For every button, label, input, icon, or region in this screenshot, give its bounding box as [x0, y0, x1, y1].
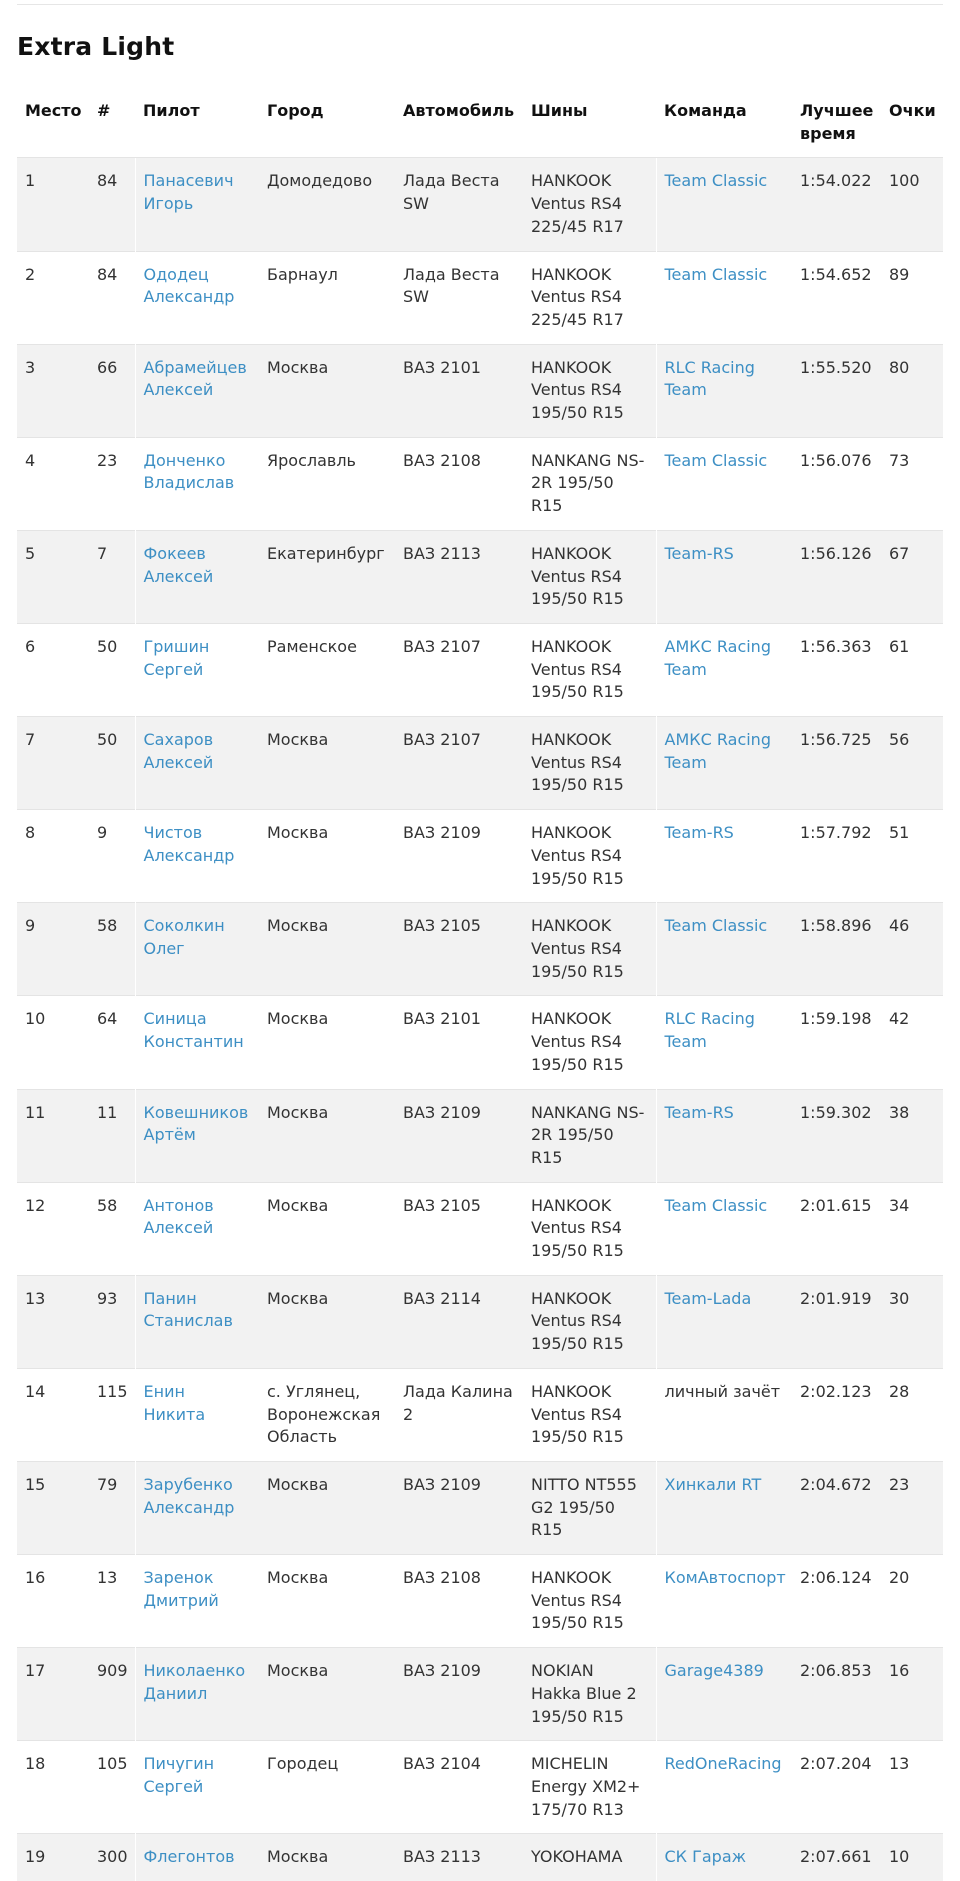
cell-car: ВАЗ 2104	[395, 1741, 523, 1834]
table-row	[17, 530, 943, 623]
cell-city: Москва	[259, 1275, 395, 1368]
team-link[interactable]: RLC Racing Team	[664, 1009, 755, 1052]
cell-number: 84	[89, 251, 135, 344]
cell-place: 1	[17, 158, 89, 251]
cell-best-time: 2:02.123	[792, 1368, 881, 1461]
cell-points: 61	[881, 623, 943, 716]
cell-tires: HANKOOK Ventus RS4 195/50 R15	[523, 623, 656, 716]
cell-pilot	[135, 1368, 259, 1461]
cell-points: 67	[881, 530, 943, 623]
cell-tires: HANKOOK Ventus RS4 195/50 R15	[523, 717, 656, 810]
cell-tires: HANKOOK Ventus RS4 195/50 R15	[523, 810, 656, 903]
cell-city: Барнаул	[259, 251, 395, 344]
cell-number: 11	[89, 1089, 135, 1182]
cell-tires: HANKOOK Ventus RS4 195/50 R15	[523, 344, 656, 437]
cell-pilot	[135, 996, 259, 1089]
team-link[interactable]: Team Classic	[664, 1195, 768, 1215]
cell-best-time: 1:54.022	[792, 158, 881, 251]
pilot-link[interactable]: Соколкин Олег	[143, 916, 225, 958]
cell-tires: HANKOOK Ventus RS4 195/50 R15	[523, 1555, 656, 1648]
cell-pilot	[135, 810, 259, 903]
cell-team	[656, 717, 792, 810]
cell-team	[656, 1275, 792, 1368]
cell-points: 100	[881, 158, 943, 251]
cell-number: 105	[89, 1741, 135, 1834]
cell-team: личный зачёт	[656, 1368, 792, 1461]
cell-place: 15	[17, 1461, 89, 1554]
team-link[interactable]: Garage4389	[664, 1661, 764, 1681]
cell-car: ВАЗ 2108	[395, 1555, 523, 1648]
cell-tires: HANKOOK Ventus RS4 195/50 R15	[523, 1368, 656, 1461]
cell-place: 2	[17, 251, 89, 344]
cell-points: 56	[881, 717, 943, 810]
cell-points: 13	[881, 1741, 943, 1834]
cell-car: ВАЗ 2101	[395, 996, 523, 1089]
cell-tires: YOKOHAMA	[523, 1834, 656, 1881]
table-row	[17, 1275, 943, 1368]
cell-pilot	[135, 251, 259, 344]
cell-car: ВАЗ 2113	[395, 530, 523, 623]
col-header-best-time[interactable]: Лучшее время	[792, 88, 881, 158]
cell-pilot	[135, 344, 259, 437]
table-row	[17, 903, 943, 996]
cell-number: 300	[89, 1834, 135, 1881]
pilot-link[interactable]: Чистов Александр	[143, 823, 235, 865]
pilot-link[interactable]: Фокеев Алексей	[143, 543, 214, 586]
col-header-tires[interactable]: Шины	[523, 88, 656, 158]
cell-points: 28	[881, 1368, 943, 1461]
cell-best-time: 1:58.896	[792, 903, 881, 996]
cell-place: 3	[17, 344, 89, 437]
cell-best-time: 2:04.672	[792, 1461, 881, 1554]
results-table	[17, 88, 943, 1881]
cell-car: ВАЗ 2109	[395, 1089, 523, 1182]
cell-place: 16	[17, 1555, 89, 1648]
cell-team	[656, 437, 792, 530]
cell-city: Ярославль	[259, 437, 395, 530]
cell-car: Лада Калина 2	[395, 1368, 523, 1461]
cell-tires: NITTO NT555 G2 195/50 R15	[523, 1461, 656, 1554]
cell-pilot	[135, 717, 259, 810]
team-link[interactable]: Team-RS	[664, 823, 734, 843]
cell-points: 51	[881, 810, 943, 903]
cell-place: 17	[17, 1648, 89, 1741]
cell-number: 58	[89, 903, 135, 996]
team-link[interactable]: АМКС Racing Team	[664, 636, 771, 679]
cell-points: 23	[881, 1461, 943, 1554]
pilot-link[interactable]: Николаенко Даниил	[143, 1661, 246, 1703]
team-link[interactable]: АМКС Racing Team	[664, 730, 771, 772]
cell-points: 89	[881, 251, 943, 344]
cell-place: 6	[17, 623, 89, 716]
cell-tires: NANKANG NS-2R 195/50 R15	[523, 1089, 656, 1182]
table-row	[17, 1648, 943, 1741]
cell-best-time: 2:07.204	[792, 1741, 881, 1834]
cell-points: 10	[881, 1834, 943, 1881]
cell-place: 12	[17, 1182, 89, 1275]
col-header-car[interactable]: Автомобиль	[395, 88, 523, 158]
cell-best-time: 2:06.124	[792, 1555, 881, 1648]
cell-number: 66	[89, 344, 135, 437]
cell-points: 38	[881, 1089, 943, 1182]
cell-city: Москва	[259, 1834, 395, 1881]
cell-place: 14	[17, 1368, 89, 1461]
cell-car: ВАЗ 2105	[395, 903, 523, 996]
cell-number: 50	[89, 717, 135, 810]
pilot-link[interactable]: Ододец Александр	[143, 264, 235, 307]
cell-team	[656, 903, 792, 996]
col-header-city[interactable]: Город	[259, 88, 395, 158]
cell-pilot	[135, 1648, 259, 1741]
cell-best-time: 1:59.302	[792, 1089, 881, 1182]
section-title: Extra Light	[17, 32, 175, 61]
cell-number: 93	[89, 1275, 135, 1368]
cell-best-time: 1:56.725	[792, 717, 881, 810]
cell-tires: HANKOOK Ventus RS4 225/45 R17	[523, 251, 656, 344]
cell-place: 11	[17, 1089, 89, 1182]
pilot-link[interactable]: Панасевич Игорь	[143, 171, 234, 214]
table-row	[17, 1089, 943, 1182]
cell-best-time: 2:01.919	[792, 1275, 881, 1368]
team-link[interactable]: Хинкали RT	[664, 1474, 762, 1494]
cell-city: Москва	[259, 996, 395, 1089]
cell-pilot	[135, 158, 259, 251]
table-row	[17, 1461, 943, 1554]
cell-team	[656, 251, 792, 344]
cell-best-time: 1:59.198	[792, 996, 881, 1089]
cell-number: 50	[89, 623, 135, 716]
cell-best-time: 1:56.363	[792, 623, 881, 716]
cell-tires: HANKOOK Ventus RS4 195/50 R15	[523, 530, 656, 623]
cell-car: ВАЗ 2105	[395, 1182, 523, 1275]
cell-pilot	[135, 437, 259, 530]
table-row	[17, 1555, 943, 1648]
cell-tires: MICHELIN Energy XM2+ 175/70 R13	[523, 1741, 656, 1834]
table-row	[17, 623, 943, 716]
cell-team	[656, 623, 792, 716]
cell-car: Лада Веста SW	[395, 158, 523, 251]
cell-best-time: 2:06.853	[792, 1648, 881, 1741]
cell-place: 9	[17, 903, 89, 996]
cell-team	[656, 810, 792, 903]
cell-place: 10	[17, 996, 89, 1089]
cell-pilot	[135, 1834, 259, 1881]
cell-car: ВАЗ 2113	[395, 1834, 523, 1881]
cell-city: Городец	[259, 1741, 395, 1834]
cell-team	[656, 1182, 792, 1275]
cell-points: 20	[881, 1555, 943, 1648]
pilot-link[interactable]: Абрамейцев Алексей	[143, 357, 247, 400]
cell-best-time: 1:56.076	[792, 437, 881, 530]
cell-team	[656, 344, 792, 437]
cell-car: ВАЗ 2101	[395, 344, 523, 437]
team-link[interactable]: Team Classic	[664, 171, 768, 191]
cell-city: Домодедово	[259, 158, 395, 251]
cell-best-time: 1:55.520	[792, 344, 881, 437]
cell-place: 8	[17, 810, 89, 903]
table-row	[17, 1834, 943, 1881]
cell-city: Москва	[259, 1648, 395, 1741]
cell-team	[656, 1461, 792, 1554]
cell-number: 58	[89, 1182, 135, 1275]
team-link[interactable]: RLC Racing Team	[664, 357, 755, 400]
cell-car: ВАЗ 2109	[395, 1461, 523, 1554]
col-header-number[interactable]: #	[89, 88, 135, 158]
top-divider	[17, 4, 943, 5]
col-header-team[interactable]: Команда	[656, 88, 792, 158]
cell-best-time: 2:07.661	[792, 1834, 881, 1881]
cell-car: ВАЗ 2109	[395, 810, 523, 903]
cell-city: Москва	[259, 810, 395, 903]
cell-car: Лада Веста SW	[395, 251, 523, 344]
col-header-points[interactable]: Очки	[881, 88, 943, 158]
cell-pilot	[135, 1089, 259, 1182]
cell-tires: HANKOOK Ventus RS4 195/50 R15	[523, 996, 656, 1089]
cell-points: 16	[881, 1648, 943, 1741]
table-row	[17, 437, 943, 530]
team-link[interactable]: Team Classic	[664, 916, 768, 936]
cell-best-time: 2:01.615	[792, 1182, 881, 1275]
pilot-link[interactable]: Енин Никита	[143, 1381, 206, 1424]
cell-points: 34	[881, 1182, 943, 1275]
pilot-link[interactable]: Антонов Алексей	[143, 1195, 214, 1238]
header-row	[17, 88, 943, 158]
cell-team	[656, 1089, 792, 1182]
table-row	[17, 1182, 943, 1275]
cell-car: ВАЗ 2114	[395, 1275, 523, 1368]
cell-number: 79	[89, 1461, 135, 1554]
cell-tires: HANKOOK Ventus RS4 225/45 R17	[523, 158, 656, 251]
cell-number: 7	[89, 530, 135, 623]
team-link[interactable]: RedOneRacing	[664, 1754, 782, 1774]
cell-best-time: 1:54.652	[792, 251, 881, 344]
pilot-link[interactable]: Зарубенко Александр	[143, 1474, 235, 1517]
pilot-link[interactable]: Ковешников Артём	[143, 1102, 249, 1145]
cell-pilot	[135, 1461, 259, 1554]
cell-city: Москва	[259, 1182, 395, 1275]
cell-place: 7	[17, 717, 89, 810]
cell-pilot	[135, 530, 259, 623]
cell-number: 9	[89, 810, 135, 903]
cell-number: 23	[89, 437, 135, 530]
table-row	[17, 810, 943, 903]
col-header-place[interactable]: Место	[17, 88, 89, 158]
team-link[interactable]: СК Гараж	[664, 1847, 747, 1867]
pilot-link[interactable]: Панин Станислав	[143, 1288, 233, 1331]
cell-points: 46	[881, 903, 943, 996]
cell-best-time: 1:56.126	[792, 530, 881, 623]
cell-city: Раменское	[259, 623, 395, 716]
cell-place: 5	[17, 530, 89, 623]
cell-number: 115	[89, 1368, 135, 1461]
table-row	[17, 717, 943, 810]
cell-car: ВАЗ 2107	[395, 717, 523, 810]
team-link[interactable]: Team Classic	[664, 264, 768, 284]
cell-car: ВАЗ 2108	[395, 437, 523, 530]
cell-city: Москва	[259, 1461, 395, 1554]
cell-points: 30	[881, 1275, 943, 1368]
cell-pilot	[135, 1182, 259, 1275]
table-row	[17, 344, 943, 437]
cell-tires: NOKIAN Hakka Blue 2 195/50 R15	[523, 1648, 656, 1741]
cell-pilot	[135, 903, 259, 996]
cell-team	[656, 1834, 792, 1881]
table-row	[17, 158, 943, 251]
pilot-link[interactable]: Флегонтов	[143, 1847, 235, 1867]
cell-best-time: 1:57.792	[792, 810, 881, 903]
cell-tires: NANKANG NS-2R 195/50 R15	[523, 437, 656, 530]
cell-city: с. Углянец, Воронежская Область	[259, 1368, 395, 1461]
cell-city: Москва	[259, 717, 395, 810]
team-link[interactable]: Team-RS	[664, 1102, 734, 1122]
team-link[interactable]: Team-RS	[664, 543, 734, 563]
cell-city: Москва	[259, 1555, 395, 1648]
cell-place: 18	[17, 1741, 89, 1834]
cell-number: 909	[89, 1648, 135, 1741]
pilot-link[interactable]: Сахаров Алексей	[143, 730, 214, 772]
pilot-link[interactable]: Синица Константин	[143, 1009, 244, 1052]
cell-city: Москва	[259, 903, 395, 996]
cell-number: 64	[89, 996, 135, 1089]
table-row	[17, 251, 943, 344]
cell-place: 4	[17, 437, 89, 530]
cell-place: 13	[17, 1275, 89, 1368]
cell-pilot	[135, 1555, 259, 1648]
cell-team	[656, 1555, 792, 1648]
cell-pilot	[135, 623, 259, 716]
cell-tires: HANKOOK Ventus RS4 195/50 R15	[523, 1182, 656, 1275]
cell-number: 84	[89, 158, 135, 251]
team-link[interactable]: КомАвтоспорт	[664, 1568, 786, 1588]
table-row	[17, 996, 943, 1089]
cell-tires: HANKOOK Ventus RS4 195/50 R15	[523, 1275, 656, 1368]
cell-team	[656, 1648, 792, 1741]
pilot-link[interactable]: Гришин Сергей	[143, 636, 210, 679]
cell-team	[656, 158, 792, 251]
cell-points: 42	[881, 996, 943, 1089]
col-header-pilot[interactable]: Пилот	[135, 88, 259, 158]
cell-points: 73	[881, 437, 943, 530]
cell-city: Москва	[259, 1089, 395, 1182]
cell-place: 19	[17, 1834, 89, 1881]
cell-team	[656, 530, 792, 623]
cell-pilot	[135, 1275, 259, 1368]
cell-car: ВАЗ 2107	[395, 623, 523, 716]
cell-tires: HANKOOK Ventus RS4 195/50 R15	[523, 903, 656, 996]
pilot-link[interactable]: Заренок Дмитрий	[143, 1568, 219, 1610]
pilot-link[interactable]: Донченко Владислав	[143, 450, 235, 493]
cell-team	[656, 996, 792, 1089]
team-link[interactable]: Team-Lada	[664, 1288, 752, 1308]
cell-number: 13	[89, 1555, 135, 1648]
cell-city: Москва	[259, 344, 395, 437]
table-row	[17, 1368, 943, 1461]
pilot-link[interactable]: Пичугин Сергей	[143, 1754, 215, 1796]
cell-car: ВАЗ 2109	[395, 1648, 523, 1741]
team-link[interactable]: Team Classic	[664, 450, 768, 470]
cell-points: 80	[881, 344, 943, 437]
cell-city: Екатеринбург	[259, 530, 395, 623]
